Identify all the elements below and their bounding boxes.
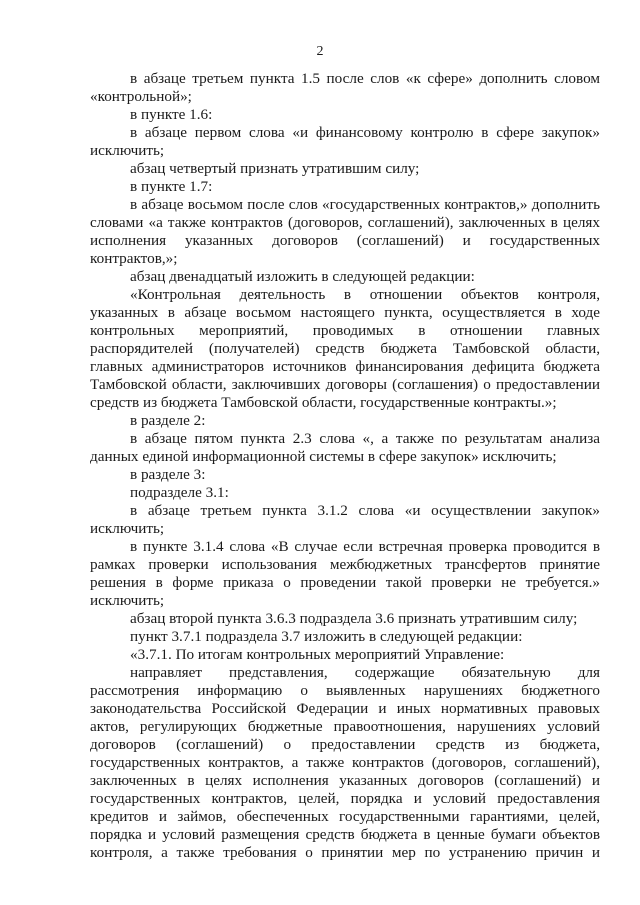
text-line: в абзаце первом слова «и финансовому контролю в сфере закупок» [130, 124, 600, 141]
text-line: решения в форме приказа о проведении такой проверки не требуется.» [90, 574, 600, 591]
text-line: «3.7.1. По итогам контрольных мероприятий Управление: [130, 646, 505, 663]
text-line: в пункте 1.6: [130, 106, 213, 123]
text-line: в абзаце третьем пункта 3.1.2 слова «и осуществлении закупок» [130, 502, 600, 519]
text-line: распорядителей (получателей) средств бюджета Тамбовской области, [90, 340, 600, 357]
text-line: контрактов,»; [90, 250, 178, 267]
text-line: Тамбовской области, заключивших договоры (соглашения) о предоставлении [90, 376, 600, 393]
text-line: указанных в абзаце восьмом настоящего пункта, осуществляется в ходе [90, 304, 600, 321]
text-line: подразделе 3.1: [130, 484, 229, 501]
text-line: средств из бюджета Тамбовской области, государственные контракты.»; [90, 394, 557, 411]
text-line: рамках проверки использования межбюджетных трансфертов принятие [90, 556, 600, 573]
text-line: кредитов и займов, обеспеченных государственными гарантиями, целей, [90, 808, 600, 825]
text-line: направляет представления, содержащие обязательную для [130, 664, 600, 681]
text-line: в абзаце третьем пункта 1.5 после слов «к сфере» дополнить словом [130, 70, 600, 87]
text-line: «Контрольная деятельность в отношении объектов контроля, [130, 286, 600, 303]
text-line: данных единой информационной системы в сфере закупок» исключить; [90, 448, 557, 465]
text-line: договоров (соглашений) о предоставлении средств из бюджета, [90, 736, 600, 753]
text-line: абзац второй пункта 3.6.3 подраздела 3.6 признать утратившим силу; [130, 610, 578, 627]
document-body [90, 70, 600, 862]
text-line: государственных контрактов, целей, порядка и условий предоставления [90, 790, 600, 807]
text-line: «контрольной»; [90, 88, 192, 105]
text-line: исключить; [90, 592, 165, 609]
text-line: словами «а также контрактов (договоров, соглашений), заключенных в целях [90, 214, 600, 231]
text-line: рассмотрения информацию о выявленных нарушениях бюджетного [90, 682, 600, 699]
text-line: порядка и условий размещения средств бюджета в ценные бумаги объектов [90, 826, 600, 843]
text-line: актов, регулирующих бюджетные правоотношения, нарушениях условий [90, 718, 600, 735]
text-line: в пункте 1.7: [130, 178, 213, 195]
text-line: законодательства Российской Федерации и иных нормативных правовых [90, 700, 600, 717]
text-line: исполнения указанных договоров (соглашений) и государственных [90, 232, 600, 249]
text-line: абзац двенадцатый изложить в следующей редакции: [130, 268, 475, 285]
text-line: заключенных в целях исполнения указанных договоров (соглашений) и [90, 772, 600, 789]
text-line: в абзаце пятом пункта 2.3 слова «, а также по результатам анализа [130, 430, 600, 447]
text-line: государственных контрактов, а также контрактов (договоров, соглашений), [90, 754, 600, 771]
text-line: исключить; [90, 520, 165, 537]
text-line: в пункте 3.1.4 слова «В случае если встречная проверка проводится в [130, 538, 600, 555]
text-line: контрольных мероприятий, проводимых в отношении главных [90, 322, 600, 339]
text-line: в разделе 3: [130, 466, 206, 483]
text-line: контроля, а также требования о принятии мер по устранению причин и [90, 844, 600, 861]
text-line: абзац четвертый признать утратившим силу; [130, 160, 420, 177]
text-line: пункт 3.7.1 подраздела 3.7 изложить в следующей редакции: [130, 628, 523, 645]
text-line: исключить; [90, 142, 165, 159]
text-line: в абзаце восьмом после слов «государственных контрактов,» дополнить [130, 196, 600, 213]
text-line: в разделе 2: [130, 412, 206, 429]
text-line: главных администраторов источников финансирования дефицита бюджета [90, 358, 600, 375]
page-number: 2 [316, 44, 324, 59]
